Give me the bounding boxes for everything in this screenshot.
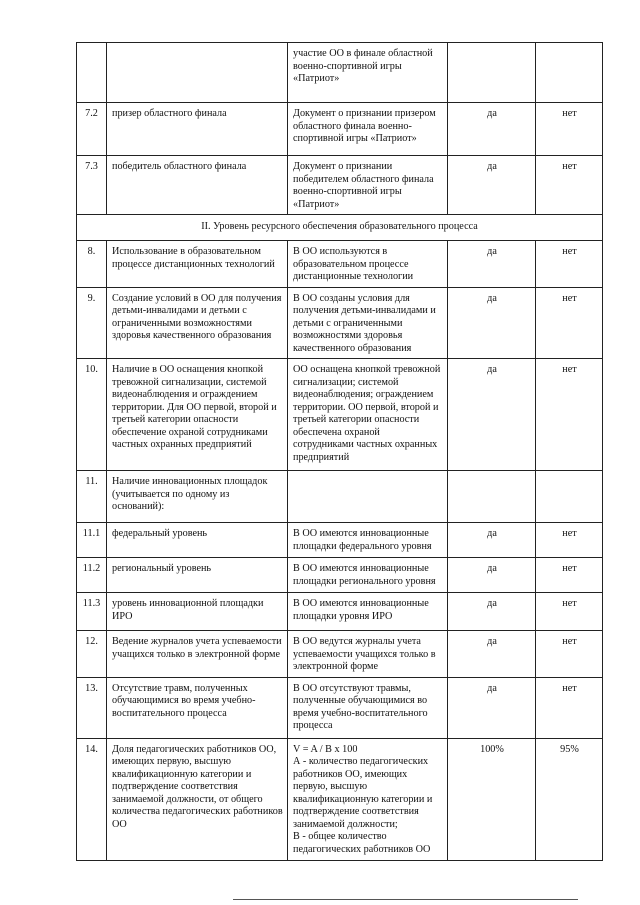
- value-yes: [448, 43, 536, 103]
- table-row: [77, 471, 603, 523]
- criterion-name: региональный уровень: [107, 558, 288, 593]
- criterion-name: Наличие инновационных площадок (учитывается по одному из оснований):: [107, 471, 288, 523]
- criterion-document: В ОО имеются инновационные площадки уровня ИРО: [288, 593, 448, 631]
- criterion-name: Ведение журналов учета успеваемости учащихся только в электронной форме: [107, 631, 288, 678]
- criterion-name: [107, 43, 288, 103]
- table-row: [77, 523, 603, 558]
- value-yes: да: [448, 558, 536, 593]
- value-no: нет: [536, 631, 603, 678]
- criterion-document: В ОО имеются инновационные площадки федерального уровня: [288, 523, 448, 558]
- criterion-document: участие ОО в финале областной военно-спортивной игры «Патриот»: [288, 43, 448, 103]
- value-no: нет: [536, 523, 603, 558]
- table-row: [77, 677, 603, 738]
- criterion-name: уровень инновационной площадки ИРО: [107, 593, 288, 631]
- row-number: 11.3: [77, 593, 107, 631]
- value-no: нет: [536, 156, 603, 215]
- page-bottom-rule: [233, 899, 578, 900]
- value-no: нет: [536, 359, 603, 471]
- value-yes: 100%: [448, 738, 536, 860]
- value-yes: да: [448, 241, 536, 288]
- criteria-table: [76, 42, 603, 861]
- value-no: нет: [536, 287, 603, 359]
- value-no: [536, 471, 603, 523]
- row-number: 11.1: [77, 523, 107, 558]
- criterion-document: V = A / B x 100 А - количество педагогических работников ОО, имеющих первую, высшую квалификационную категории и подтверждение соответствия занимаемой должности; В - общее количество педагогических работников ОО: [288, 738, 448, 860]
- row-number: 7.3: [77, 156, 107, 215]
- section-title: II. Уровень ресурсного обеспечения образовательного процесса: [77, 215, 603, 241]
- value-no: нет: [536, 103, 603, 156]
- table-row: [77, 359, 603, 471]
- criterion-name: призер областного финала: [107, 103, 288, 156]
- value-yes: да: [448, 287, 536, 359]
- value-yes: да: [448, 156, 536, 215]
- value-no: нет: [536, 241, 603, 288]
- value-no: [536, 43, 603, 103]
- value-yes: да: [448, 631, 536, 678]
- value-yes: да: [448, 593, 536, 631]
- criterion-document: ОО оснащена кнопкой тревожной сигнализации; системой видеонаблюдения; ограждением территории. ОО первой, второй и третьей категории опасности обеспечена охраной сотрудниками частных охранных предприятий: [288, 359, 448, 471]
- criterion-name: победитель областного финала: [107, 156, 288, 215]
- table-row: [77, 558, 603, 593]
- criterion-name: Использование в образовательном процессе дистанционных технологий: [107, 241, 288, 288]
- criterion-name: Создание условий в ОО для получения детьми-инвалидами и детьми с ограниченными возможностями здоровья качественного образования: [107, 287, 288, 359]
- criterion-document: В ОО созданы условия для получения детьми-инвалидами и детьми с ограниченными возможностями здоровья качественного образования: [288, 287, 448, 359]
- value-no: нет: [536, 593, 603, 631]
- value-yes: да: [448, 677, 536, 738]
- row-number: 8.: [77, 241, 107, 288]
- row-number: [77, 43, 107, 103]
- table-row: [77, 287, 603, 359]
- criterion-document: [288, 471, 448, 523]
- row-number: 11.: [77, 471, 107, 523]
- table-row: [77, 241, 603, 288]
- row-number: 11.2: [77, 558, 107, 593]
- criterion-name: Отсутствие травм, полученных обучающимися во время учебно-воспитательного процесса: [107, 677, 288, 738]
- criterion-document: В ОО отсутствуют травмы, полученные обучающимися во время учебно-воспитательного процесса: [288, 677, 448, 738]
- table-row: [77, 43, 603, 103]
- value-no: нет: [536, 677, 603, 738]
- row-number: 9.: [77, 287, 107, 359]
- table-row: [77, 631, 603, 678]
- criterion-name: Наличие в ОО оснащения кнопкой тревожной сигнализации, системой видеонаблюдения и ограждением территории. Для ОО первой, второй и третьей категории опасности обеспечение охраной сотрудниками частных охранных предприятий: [107, 359, 288, 471]
- value-yes: да: [448, 523, 536, 558]
- criterion-name: Доля педагогических работников ОО, имеющих первую, высшую квалификационную категории и подтверждение соответствия занимаемой должности, от общего количества педагогических работников ОО: [107, 738, 288, 860]
- row-number: 14.: [77, 738, 107, 860]
- table-row: [77, 593, 603, 631]
- table-row: [77, 103, 603, 156]
- value-no: нет: [536, 558, 603, 593]
- row-number: 13.: [77, 677, 107, 738]
- row-number: 7.2: [77, 103, 107, 156]
- value-yes: [448, 471, 536, 523]
- value-yes: да: [448, 103, 536, 156]
- criterion-document: В ОО ведутся журналы учета успеваемости учащихся только в электронной форме: [288, 631, 448, 678]
- value-no: 95%: [536, 738, 603, 860]
- criterion-document: Документ о признании призером областного финала военно-спортивной игры «Патриот»: [288, 103, 448, 156]
- row-number: 12.: [77, 631, 107, 678]
- row-number: 10.: [77, 359, 107, 471]
- criterion-document: В ОО имеются инновационные площадки регионального уровня: [288, 558, 448, 593]
- table-row: [77, 738, 603, 860]
- criterion-document: Документ о признании победителем областного финала военно-спортивной игры «Патриот»: [288, 156, 448, 215]
- criterion-name: федеральный уровень: [107, 523, 288, 558]
- table-row: [77, 156, 603, 215]
- value-yes: да: [448, 359, 536, 471]
- section-row: [77, 215, 603, 241]
- criterion-document: В ОО используются в образовательном процессе дистанционные технологии: [288, 241, 448, 288]
